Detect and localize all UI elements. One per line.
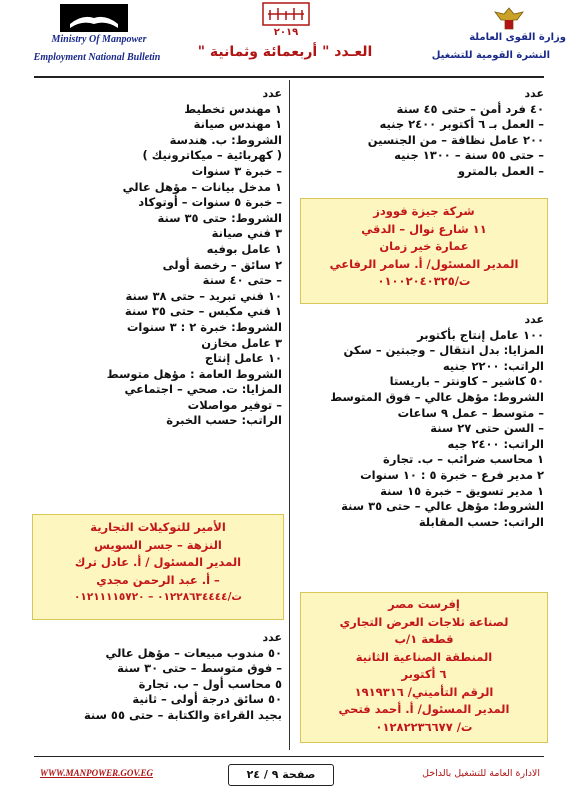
job-line: – متوسط – عمل ٩ ساعات (397, 405, 544, 420)
right-column-top (302, 86, 544, 180)
job-line: – السن حتى ٢٧ سنة (430, 421, 544, 436)
job-line: ١ مهندس تخطيط (184, 101, 282, 116)
column-divider (289, 80, 290, 750)
job-line: ١ محاسب ضرائب – ب. تجارة (383, 452, 544, 467)
job-line: ٣ فني صيانة (211, 226, 282, 241)
footer-rule (34, 756, 544, 757)
department-name: الادارة العامة للتشغيل بالداخل (422, 768, 540, 779)
company-name: إفرست مصر (388, 597, 460, 611)
company-manager: المدير المسئول / أ. عادل ترك (74, 555, 242, 569)
bulletin-name-ar: النشرة القومية للتشغيل (431, 50, 550, 61)
company-manager: المدير المسئول/ أ. سامر الرفاعي (329, 256, 519, 271)
company-box-giza-foods (300, 198, 548, 304)
job-line: – العمل بالمترو (457, 163, 544, 178)
count-heading: عدد (262, 87, 282, 100)
job-line: ١٠ عامل إنتاج (204, 351, 282, 366)
job-line: ١ فني مكبس – حتى ٣٥ سنة (124, 304, 282, 319)
company-box-everest-egypt (300, 592, 548, 743)
job-line: ٢ سائق – رخصة أولى (162, 257, 282, 272)
job-line: ١ مدير تسويق – خبرة ١٥ سنة (380, 483, 544, 498)
job-line: – توفير مواصلات (187, 397, 282, 412)
company-phone: ت/ ٠١٢٨٢٢٣٦٦٧٧ (375, 719, 473, 734)
issue-year: ٢٠١٩ (273, 27, 299, 38)
company-address: النزهة – جسر السويس (94, 537, 222, 552)
job-line: – حتى ٤٠ سنة (202, 273, 282, 288)
website-link[interactable]: WWW.MANPOWER.GOV.EG (40, 768, 153, 778)
job-line: ٢ مدير فرع – خبرة ٥ : ١٠ سنوات (360, 467, 544, 482)
job-line: – خبرة ٥ سنوات – أوتوكاد (138, 195, 282, 210)
page-number: صفحة ٩ / ٢٤ (228, 764, 334, 786)
job-line: الشروط العامة : مؤهل متوسط (106, 366, 282, 381)
company-contact: – أ. عبد الرحمن مجدي (96, 572, 220, 587)
job-line: المزايا: ت. صحي – اجتماعي (124, 382, 282, 397)
job-line: ٥٠ مندوب مبيعات – مؤهل عالي (105, 645, 282, 660)
job-line: ٣ عامل مخازن (201, 335, 282, 350)
left-column-bottom (34, 630, 282, 724)
company-insurance-number: الرقم التأميني/ ١٩١٩٣١٦ (354, 684, 494, 699)
job-line: الشروط: مؤهل عالي – فوق المتوسط (330, 389, 544, 404)
job-line: الراتب: حسب المقابلة (418, 514, 544, 529)
company-name: شركة جيزة فوودز (373, 204, 475, 218)
company-box-al-amir (32, 514, 284, 620)
bulletin-name-en: Employment National Bulletin (33, 52, 161, 63)
job-line: الشروط: حتى ٣٥ سنة (157, 210, 282, 225)
job-line: ٢٠٠ عامل نظافة – من الجنسين (367, 132, 544, 147)
job-line: المزايا: بدل انتقال – وجبتين – سكن (343, 343, 544, 358)
company-activity: لصناعة ثلاجات العرض التجاري (339, 614, 509, 629)
company-name: الأمير للتوكيلات التجارية (90, 520, 226, 534)
job-line: ١٠٠ عامل إنتاج بأكتوبر (417, 327, 544, 342)
job-line: ٥ محاسب أول – ب. تجارة (138, 676, 282, 691)
job-line: الشروط: خبرة ٢ : ٣ سنوات (126, 319, 282, 334)
job-line: الشروط: مؤهل عالي – حتى ٣٥ سنة (341, 499, 544, 514)
job-line: ١٠ فني تبريد – حتى ٣٨ سنة (125, 288, 282, 303)
job-line: – خبرة ٣ سنوات (191, 163, 282, 178)
company-building: عمارة خير زمان (379, 239, 469, 253)
issue-title: العـدد " أربعمائة وثمانية " (197, 44, 373, 60)
company-city: ٦ أكتوبر (401, 667, 447, 681)
job-line: – فوق متوسط – حتى ٣٠ سنة (117, 661, 282, 676)
header-rule (34, 76, 544, 78)
company-phone: ت/٠١٠٠٢٠٤٠٣٢٥ (377, 274, 471, 288)
company-zone: المنطقة الصناعية الثانية (355, 649, 493, 664)
company-address: ١١ شارع نوال – الدقي (361, 221, 487, 236)
job-line: ١ مدخل بيانات – مؤهل عالي (122, 179, 282, 194)
job-line: بجيد القراءة والكتابة – حتى ٥٥ سنة (83, 707, 282, 722)
right-column-middle (302, 312, 544, 530)
job-line: ٥٠ كاشير – كاونتر – باريستا (389, 374, 544, 389)
company-plot: قطعة ١/ب (394, 632, 454, 646)
job-line: الشروط: ب. هندسة (169, 132, 282, 147)
job-line: ٥٠ سائق درجة أولى – ثانية (132, 692, 282, 707)
job-line: ١ مهندس صيانة (193, 117, 282, 132)
left-column-top (34, 86, 282, 429)
company-manager: المدير المسئول/ أ. أحمد فتحي (338, 702, 510, 716)
eagle-emblem-icon (492, 4, 526, 32)
job-line: ( كهربائية – ميكاترونيك ) (142, 148, 282, 163)
job-line: – العمل بـ ٦ أكتوبر ٢٤٠٠ جنيه (379, 117, 544, 132)
count-heading: عدد (524, 313, 544, 326)
job-line: الراتب: ٢٢٠٠ جنيه (442, 358, 544, 373)
job-line: الراتب: ٢٤٠٠ جيه (447, 436, 544, 451)
count-heading: عدد (524, 87, 544, 100)
ministry-name-en: Ministry Of Manpower (51, 34, 147, 45)
count-heading: عدد (262, 631, 282, 644)
ministry-name-ar: وزارة القوى العاملة (469, 32, 566, 43)
job-line: ٤٠ فرد أمن – حتى ٤٥ سنة (396, 101, 544, 116)
book-logo-icon (60, 4, 128, 32)
job-line: – حتى ٥٥ سنة – ١٣٠٠ جنيه (394, 148, 544, 163)
job-line: ١ عامل بوفيه (206, 241, 282, 256)
company-phone: ت/٠١٢٢٨٦٣٤٤٤٤ – ٠١٢١١١١٥٧٢٠ (74, 591, 242, 603)
job-line: الراتب: حسب الخبرة (166, 413, 282, 428)
